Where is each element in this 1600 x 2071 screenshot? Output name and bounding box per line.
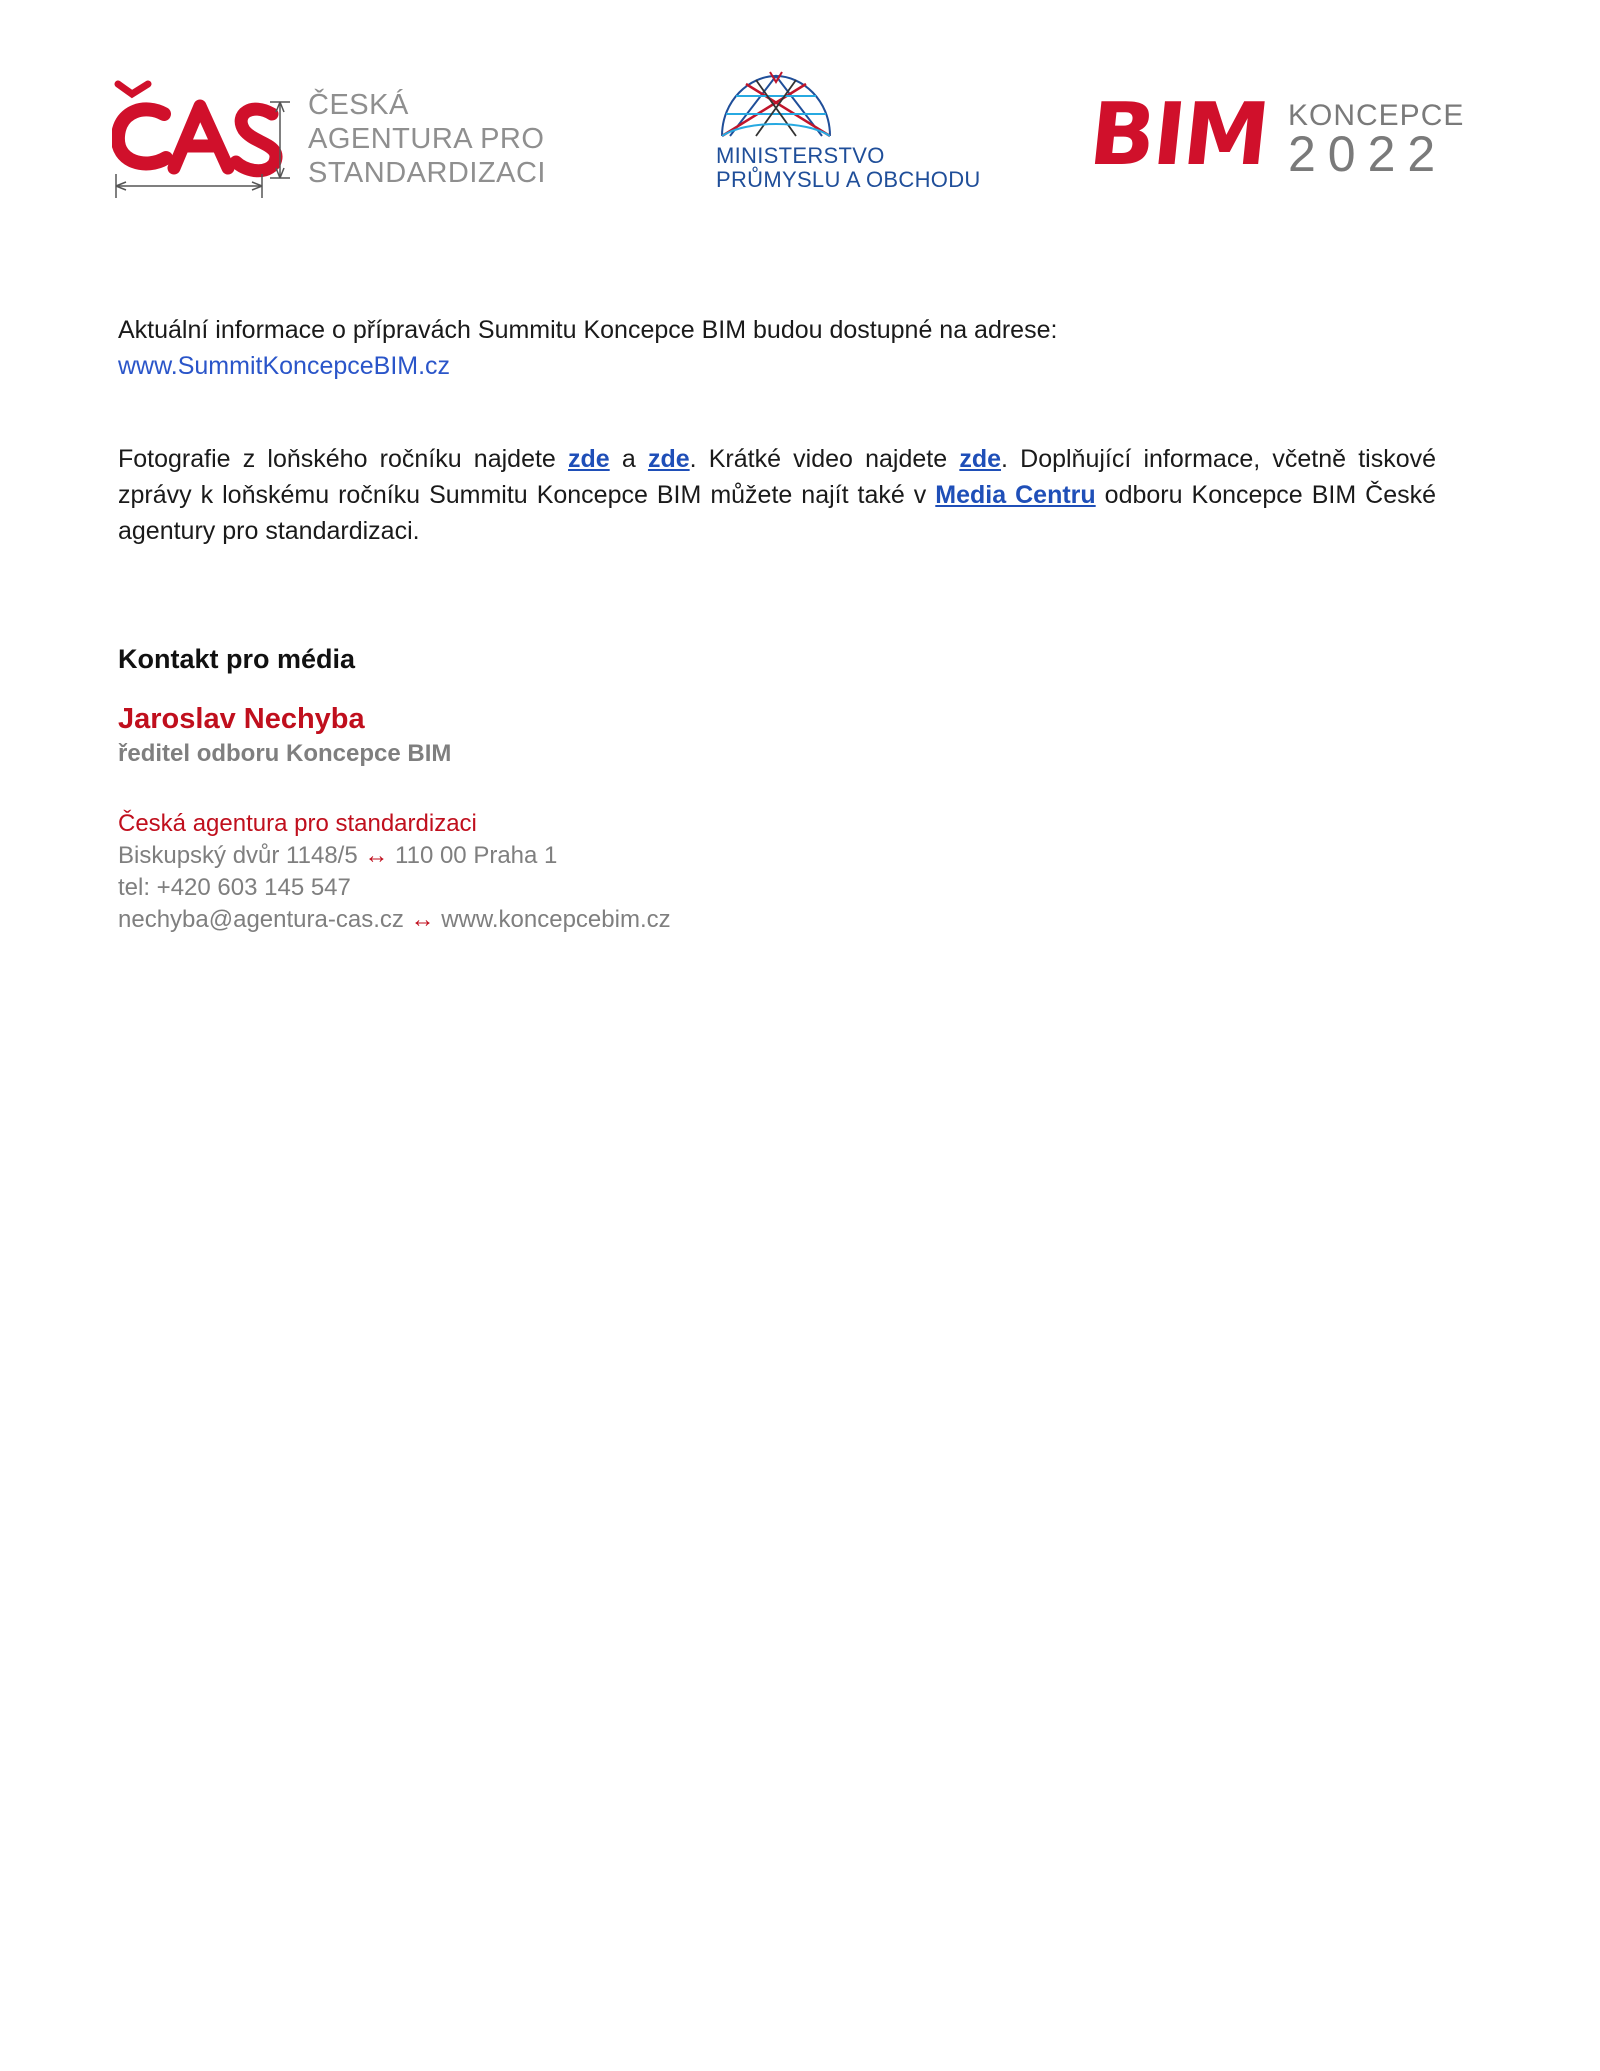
contact-role: ředitel odboru Koncepce BIM	[118, 740, 452, 767]
video-link[interactable]: zde	[959, 445, 1002, 473]
contact-name: Jaroslav Nechyba	[118, 703, 365, 735]
text-segment: . Krátké video najdete	[689, 445, 960, 473]
photos-link-1[interactable]: zde	[568, 445, 610, 473]
arrow-icon: ↔	[364, 842, 389, 869]
info-paragraph	[118, 312, 1436, 384]
cas-logo-line: AGENTURA PRO	[308, 123, 545, 155]
text-segment: a	[609, 445, 648, 473]
summit-website-link[interactable]: www.SummitKoncepceBIM.cz	[118, 352, 451, 380]
photos-link-2[interactable]: zde	[647, 445, 690, 473]
cas-logo-text	[308, 88, 546, 190]
mpo-logo	[708, 70, 998, 200]
mpo-logo-text	[716, 144, 981, 192]
info-text: Aktuální informace o přípravách Summitu Koncepce BIM budou dostupné na adrese:	[118, 316, 1058, 344]
address-street: Biskupský dvůr 1148/5	[118, 842, 358, 869]
cas-logo-line: ČESKÁ	[308, 89, 409, 121]
bim-logo-year: 2022	[1288, 126, 1448, 182]
contact-web-link[interactable]: www.koncepcebim.cz	[441, 906, 671, 933]
contact-organization: Česká agentura pro standardizaci	[118, 810, 477, 837]
mpo-logo-line: PRŮMYSLU A OBCHODU	[716, 167, 981, 192]
contact-block	[118, 700, 671, 936]
bim-logo-mark: BIM	[1084, 85, 1273, 185]
media-centre-link[interactable]: Media Centru	[935, 481, 1096, 509]
cas-logo-line: STANDARDIZACI	[308, 157, 546, 189]
bim-logo-koncepce: KONCEPCE	[1288, 99, 1465, 132]
media-contact-heading: Kontakt pro média	[118, 644, 356, 674]
text-segment: Fotografie z loňského ročníku najdete	[118, 445, 569, 473]
mpo-logo-line: MINISTERSTVO	[716, 143, 885, 168]
globe-icon	[716, 70, 836, 142]
cas-mark-icon	[112, 78, 302, 203]
bim-koncepce-logo	[1084, 85, 1465, 190]
text-segment: odboru Koncepce BIM České agentury pro standardizaci.	[118, 481, 1436, 545]
contact-address	[118, 840, 671, 872]
cas-logo	[112, 78, 546, 203]
arrow-icon: ↔	[410, 906, 435, 933]
photos-paragraph	[118, 441, 1436, 549]
text-segment: . Doplňující informace, včetně tiskové zprávy k loňskému ročníku Summitu Koncepce BIM můžete najít také v	[118, 445, 1436, 509]
contact-email-link[interactable]: nechyba@agentura-cas.cz	[118, 906, 404, 933]
address-city: 110 00 Praha 1	[395, 842, 558, 869]
contact-online	[118, 904, 671, 936]
contact-phone: tel: +420 603 145 547	[118, 874, 351, 901]
